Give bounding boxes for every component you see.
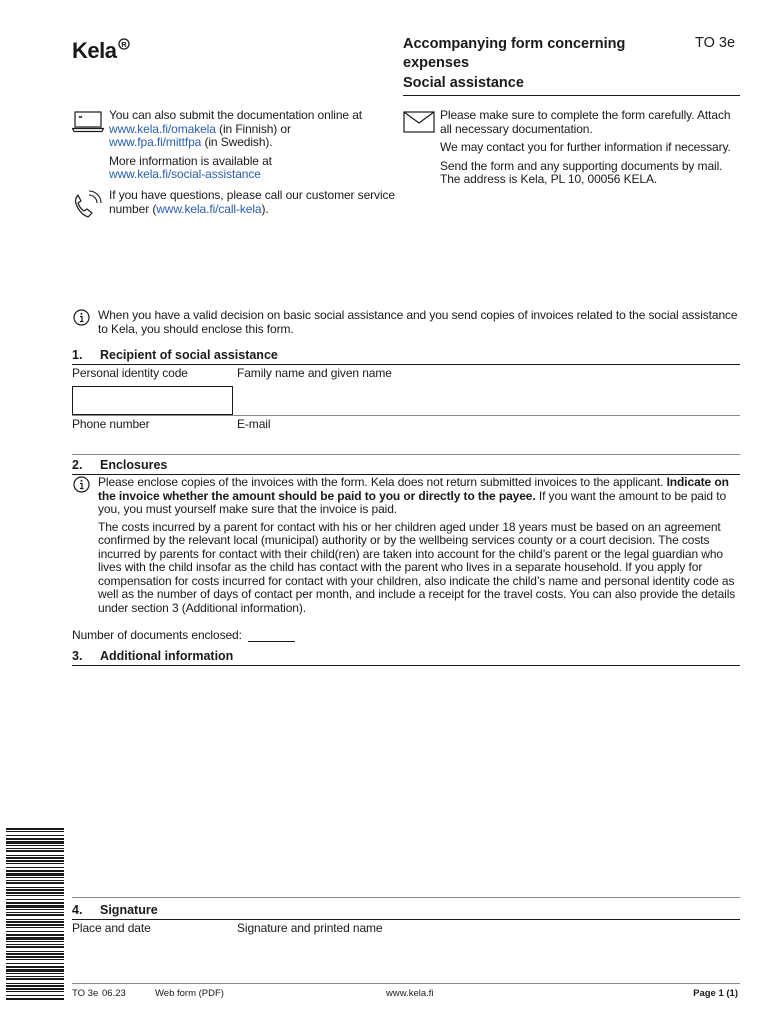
online-line3 [109, 136, 399, 150]
barcode-bar [6, 902, 64, 904]
enclosures-p2 [98, 521, 746, 616]
kela-logo [72, 38, 127, 64]
instr-p1-line2: all necessary documentation. [440, 121, 593, 136]
svg-text:R: R [121, 40, 127, 49]
header-rule [403, 95, 740, 96]
mittfpa-link[interactable]: www.fpa.fi/mittfpa [109, 135, 202, 149]
section4-bottom-rule [72, 983, 740, 984]
footer-code: TO 3e [72, 988, 99, 999]
registered-mark-icon [118, 38, 130, 50]
footer-type: Web form (PDF) [155, 988, 224, 999]
barcode-bar [6, 845, 64, 846]
phone-line2 [109, 203, 399, 217]
instr-p3-line1: Send the form and any supporting documents by mail. [440, 158, 723, 173]
barcode-bar [6, 931, 64, 932]
barcode-bar [6, 848, 64, 849]
enclosures-text [98, 476, 746, 615]
section3-title: Additional information [100, 649, 234, 663]
signature-label: Signature and printed name [237, 921, 383, 935]
phone-text3: ). [261, 201, 269, 216]
instructions-info [440, 109, 740, 187]
barcode-bar [6, 873, 64, 876]
enclosures-p1a: Please enclose copies of the invoices with the form. Kela does not return submitted invoices to the applicant. [98, 475, 667, 489]
barcode-bar [6, 998, 64, 1000]
barcode-bar [6, 934, 64, 936]
barcode-bar [6, 831, 64, 832]
barcode-bar [6, 983, 64, 984]
barcode-bar [6, 941, 64, 942]
barcode-bar [6, 946, 64, 948]
title-line2: expenses [403, 55, 470, 71]
section1-number: 1. [72, 348, 83, 362]
docs-count-input[interactable] [248, 628, 295, 642]
barcode-bar [6, 887, 64, 888]
barcode-bar [6, 969, 64, 972]
enclosures-p2-line: The costs incurred by a parent for contact with his or her children aged under 18 years must be based on an agreement [98, 519, 721, 534]
signature-input[interactable] [237, 938, 740, 982]
barcode-bar [6, 882, 64, 884]
enclosures-p2-line: confirmed by the relevant local (municipal) authority or by the wellbeing services county or a court decision. The costs [98, 533, 710, 547]
logo-text: Kela [72, 38, 117, 63]
title-line1: Accompanying form concerning [403, 36, 626, 52]
footer-site[interactable]: www.kela.fi [386, 988, 434, 999]
online-info [109, 109, 399, 182]
barcode-image [6, 828, 64, 1000]
barcode-bar [6, 863, 64, 864]
section3-number: 3. [72, 649, 83, 663]
enclosures-p2-line: lives with the child insofar as the child has contact with the parent who lives in a separate household. If you apply for [98, 560, 703, 574]
barcode-bar [6, 909, 64, 910]
info-icon [73, 309, 90, 326]
section1-title: Recipient of social assistance [100, 348, 278, 362]
barcode-bar [6, 828, 64, 830]
pid-input[interactable] [72, 386, 233, 415]
barcode-bar [6, 880, 64, 881]
enclosures-p1-bold2: the invoice whether the amount should be paid to you or directly to the payee. [98, 488, 536, 503]
section3-heading [72, 649, 233, 663]
barcode-bar [6, 835, 64, 836]
section2-title: Enclosures [100, 458, 168, 472]
barcode-bar [6, 914, 64, 916]
phone-text2: number ( [109, 201, 157, 216]
name-input[interactable] [237, 386, 740, 414]
barcode-bar [6, 995, 64, 996]
footer-date: 06.23 [102, 988, 126, 999]
name-label: Family name and given name [237, 366, 392, 380]
enclosures-p2-line: well as the number of days of contact per month, and include a receipt for the travel costs. You can also provide the details [98, 587, 736, 601]
online-text1: You can also submit the documentation online at [109, 108, 363, 122]
envelope-icon [403, 111, 435, 133]
barcode-bar [6, 953, 64, 955]
omakela-link[interactable]: www.kela.fi/omakela [109, 121, 216, 136]
phone-input[interactable] [72, 433, 232, 453]
form-title [403, 35, 625, 93]
call-kela-link[interactable]: www.kela.fi/call-kela [156, 201, 262, 216]
barcode-bar [6, 867, 64, 868]
section2-heading [72, 458, 167, 472]
barcode-bar [6, 985, 64, 987]
section1-rule [72, 364, 740, 365]
enclosures-p2-line: compensation for costs incurred for contact with your children, also indicate the child’s name and personal identity code as [98, 573, 735, 588]
online-text3: (in Swedish). [201, 135, 273, 149]
barcode-bar [6, 919, 64, 920]
section4-number: 4. [72, 903, 83, 917]
barcode-bar [6, 857, 64, 859]
barcode-bar [6, 921, 64, 923]
section3-bottom-rule [72, 897, 740, 898]
form-code: TO 3e [695, 35, 736, 51]
barcode-bar [6, 870, 64, 872]
enclosures-p2-line: under section 3 (Additional information). [98, 600, 307, 615]
instr-p2: We may contact you for further information if necessary. [440, 140, 731, 154]
barcode-bar [6, 912, 64, 913]
barcode-bar [6, 944, 64, 945]
online-text2: (in Finnish) or [215, 121, 291, 136]
barcode-bar [6, 895, 64, 896]
barcode-bar [6, 877, 64, 878]
email-input[interactable] [237, 433, 740, 453]
docs-count-label: Number of documents enclosed: [72, 628, 242, 642]
email-label: E-mail [237, 417, 271, 431]
section3-rule [72, 665, 740, 666]
barcode-bar [6, 956, 64, 958]
info-icon-enclosures [73, 476, 90, 493]
section4-heading [72, 903, 158, 917]
phone-text1: If you have questions, please call our customer service [109, 188, 395, 202]
place-date-input[interactable] [72, 938, 232, 982]
section2-number: 2. [72, 458, 83, 472]
barcode-bar [6, 937, 64, 940]
online-line2 [109, 123, 399, 137]
barcode-bar [6, 988, 64, 990]
barcode-bar [6, 966, 64, 968]
more-info-text: More information is available at [109, 153, 272, 168]
row1-rule [72, 415, 740, 416]
enclosures-p1-line2 [98, 490, 746, 504]
barcode-bar [6, 927, 64, 928]
barcode-bar [6, 850, 64, 852]
barcode-bar [6, 860, 64, 862]
title-subtitle: Social assistance [403, 75, 524, 91]
barcode-bar [6, 978, 64, 980]
laptop-icon [72, 111, 104, 133]
barcode-bar [6, 905, 64, 908]
intro-text [98, 309, 743, 336]
barcode-bar [6, 841, 64, 844]
barcode-bar [6, 889, 64, 891]
place-date-label: Place and date [72, 921, 151, 935]
enclosures-p2-line: incurred by parents for contact with their child(ren) are taken into account for the child’s parent or the legal guardian who [98, 546, 723, 561]
barcode-bar [6, 838, 64, 840]
barcode-bar [6, 924, 64, 926]
section4-title: Signature [100, 903, 158, 917]
enclosures-p1-line3: you, you must yourself make sure that the invoice is paid. [98, 502, 398, 516]
barcode-bar [6, 973, 64, 974]
enclosures-p1-line1 [98, 476, 746, 490]
barcode-bar [6, 855, 64, 856]
instr-p1-line1: Please make sure to complete the form carefully. Attach [440, 108, 731, 122]
instr-p3-line2: The address is Kela, PL 10, 00056 KELA. [440, 172, 658, 186]
barcode-bar [6, 951, 64, 952]
barcode-bar [6, 899, 64, 900]
enclosures-p1b: If you want the amount to be paid to [535, 488, 727, 503]
barcode-bar [6, 892, 64, 894]
section1-heading [72, 348, 278, 362]
phone-info [109, 189, 399, 216]
footer-page: Page 1 (1) [693, 988, 738, 999]
row2-rule [72, 454, 740, 455]
barcode-bar [6, 976, 64, 977]
pid-label: Personal identity code [72, 366, 188, 380]
intro-line1: When you have a valid decision on basic social assistance and you send copies of invoices related to the social assistance [98, 308, 738, 322]
barcode-bar [6, 963, 64, 964]
more-info-link[interactable]: www.kela.fi/social-assistance [109, 167, 261, 181]
section4-rule [72, 919, 740, 920]
barcode-bar [6, 959, 64, 960]
barcode-bar [6, 991, 64, 992]
phone-icon [72, 190, 104, 220]
additional-info-textarea[interactable] [72, 668, 740, 896]
phone-label: Phone number [72, 417, 150, 431]
intro-line2: to Kela, you should enclose this form. [98, 321, 294, 336]
enclosures-p1-bold: Indicate on [666, 475, 729, 489]
